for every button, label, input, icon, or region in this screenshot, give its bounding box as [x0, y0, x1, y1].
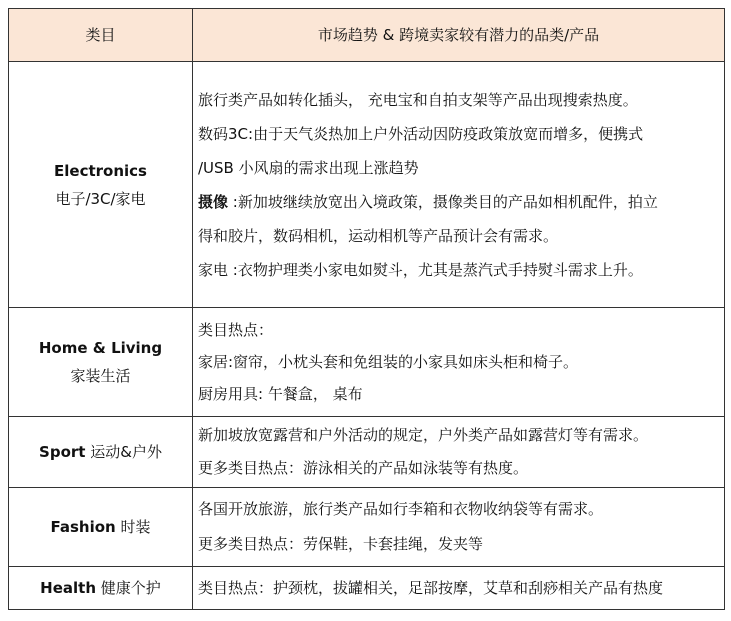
trend-cell [193, 567, 725, 610]
table-row-health [9, 567, 725, 610]
category-cn: 电子/3C/家电 [55, 189, 146, 208]
table-row-sport [9, 417, 725, 488]
category-en: Health [40, 579, 97, 597]
category-cn: 运动&户外 [90, 443, 162, 461]
category-en: Home & Living [38, 339, 163, 357]
trend-cell [193, 488, 725, 567]
trend-line: /USB 小风扇的需求出现上涨趋势 [198, 158, 419, 177]
header-category: 类目 [9, 9, 193, 62]
trend-line: 家居:窗帘，小枕头套和免组装的小家具如床头柜和椅子。 [198, 353, 579, 371]
trend-line: 新加坡放宽露营和户外活动的规定，户外类产品如露营灯等有需求。 [198, 426, 649, 444]
trend-line: 类目热点： [198, 321, 274, 339]
category-cell [9, 417, 193, 488]
category-en: Fashion [50, 518, 116, 536]
category-en: Electronics [54, 161, 147, 180]
category-cn: 健康个护 [100, 579, 161, 597]
category-cn: 时装 [120, 518, 151, 536]
category-cell [9, 62, 193, 308]
table-row-electronics [9, 62, 725, 308]
trend-line: 更多类目热点：游泳相关的产品如泳装等有热度。 [198, 459, 529, 477]
table-header-row [9, 9, 725, 62]
category-cell [9, 488, 193, 567]
table-row-fashion [9, 488, 725, 567]
market-trend-table [8, 8, 725, 610]
trend-line: 旅行类产品如转化插头， 充电宝和自拍支架等产品出现搜索热度。 [198, 90, 638, 109]
trend-line: 数码3C:由于天气炎热加上户外活动因防疫政策放宽而增多，便携式 [198, 124, 644, 143]
trend-cell [193, 308, 725, 417]
trend-line: 更多类目热点：劳保鞋，卡套挂绳，发夹等 [198, 535, 484, 553]
header-trend: 市场趋势 & 跨境卖家较有潜力的品类/产品 [193, 9, 725, 62]
table-row-home-living [9, 308, 725, 417]
trend-line: 家电 :衣物护理类小家电如熨斗，尤其是蒸汽式手持熨斗需求上升。 [198, 260, 643, 279]
trend-line: 各国开放旅游，旅行类产品如行李箱和衣物收纳袋等有需求。 [198, 500, 604, 518]
category-cell [9, 567, 193, 610]
trend-line: 类目热点：护颈枕，拔罐相关，足部按摩，艾草和刮痧相关产品有热度 [198, 579, 664, 597]
category-en: Sport [39, 443, 86, 461]
trend-line: 得和胶片，数码相机，运动相机等产品预计会有需求。 [198, 226, 559, 245]
category-cell [9, 308, 193, 417]
trend-line: 摄像 :新加坡继续放宽出入境政策，摄像类目的产品如相机配件，拍立 [198, 192, 658, 211]
category-cn: 家装生活 [70, 367, 131, 385]
trend-cell [193, 417, 725, 488]
trend-cell [193, 62, 725, 308]
trend-line: 厨房用具: 午餐盒， 桌布 [198, 385, 363, 403]
